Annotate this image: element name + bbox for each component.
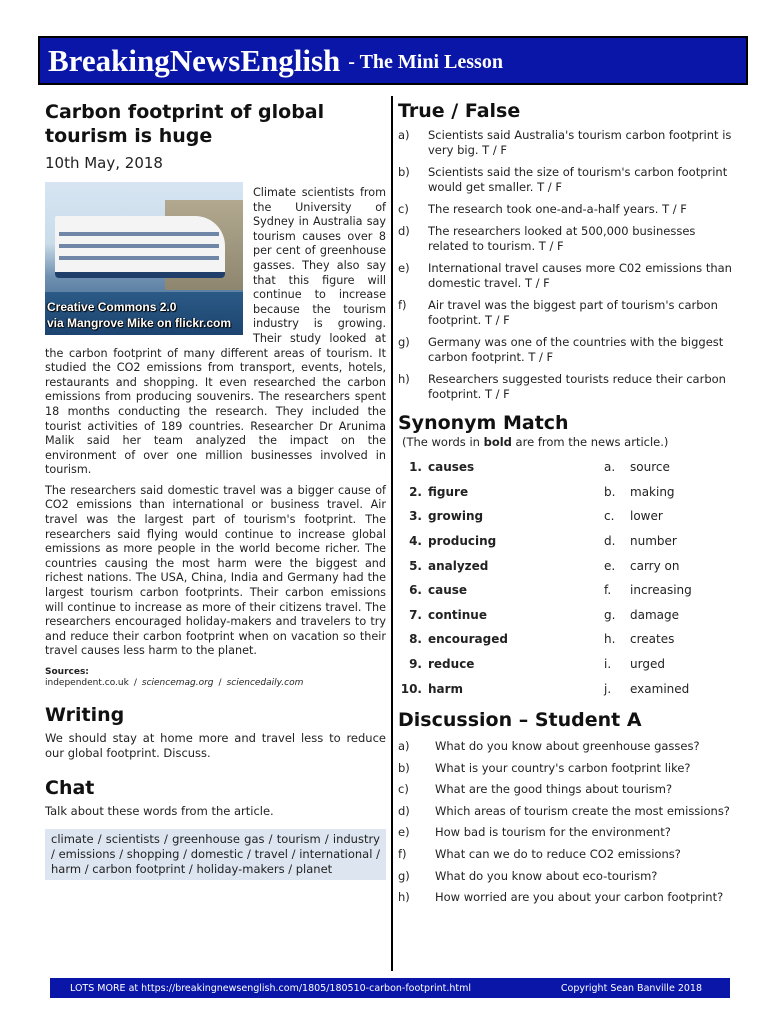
item-text: Scientists said the size of tourism's carbon footprint would get smaller. T / F	[428, 165, 728, 194]
synonym-note	[402, 435, 738, 449]
synonym-number: 1.	[409, 460, 422, 475]
item-letter: h)	[398, 890, 410, 905]
synonym-definition: increasing	[630, 583, 692, 598]
sources-label: Sources:	[45, 667, 89, 677]
photo-deck	[59, 256, 219, 260]
synonym-letter: b.	[604, 484, 616, 499]
synonym-word: cause	[428, 583, 468, 598]
synonym-number: 3.	[409, 509, 422, 524]
synonym-row	[398, 529, 738, 554]
synonym-row	[398, 553, 738, 578]
source-link[interactable]: independent.co.uk	[45, 678, 129, 688]
item-letter: b)	[398, 760, 410, 775]
discussion-item	[398, 761, 738, 776]
synonym-number: 4.	[409, 534, 422, 549]
discussion-item	[398, 890, 738, 905]
true-false-item	[398, 165, 738, 195]
photo-deck	[59, 232, 219, 236]
synonym-note-bold: bold	[483, 435, 512, 449]
discussion-item	[398, 869, 738, 884]
synonym-table	[398, 455, 738, 701]
synonym-letter: d.	[604, 534, 616, 549]
synonym-row	[398, 627, 738, 652]
synonym-note-text: are from the news article.)	[511, 435, 669, 449]
source-separator: /	[218, 678, 222, 688]
synonym-letter: g.	[604, 607, 616, 622]
article-title: Carbon footprint of global tourism is huge	[45, 101, 325, 147]
synonym-word: encouraged	[428, 632, 508, 647]
synonym-definition: source	[630, 460, 670, 475]
synonym-word: causes	[428, 460, 475, 475]
synonym-definition: lower	[630, 509, 663, 524]
synonym-row	[398, 578, 738, 603]
item-letter: c)	[398, 202, 409, 216]
synonym-definition: examined	[630, 681, 690, 696]
synonym-row	[398, 504, 738, 529]
synonym-number: 6.	[409, 583, 422, 598]
synonym-number: 8.	[409, 632, 422, 647]
item-text: Germany was one of the countries with the biggest carbon footprint. T / F	[428, 335, 724, 364]
synonym-letter: j.	[604, 681, 612, 696]
photo-credit-line-2: via Mangrove Mike on flickr.com	[47, 316, 232, 330]
synonym-number: 10.	[400, 681, 422, 696]
true-false-item	[398, 298, 738, 328]
item-text: What do you know about eco-tourism?	[435, 868, 658, 883]
synonym-row	[398, 652, 738, 677]
true-false-item	[398, 261, 738, 291]
synonym-word: analyzed	[428, 558, 489, 573]
discussion-item	[398, 804, 738, 819]
synonym-word: figure	[428, 484, 469, 499]
item-text: What do you know about greenhouse gasses?	[435, 738, 700, 753]
writing-heading: Writing	[45, 704, 125, 726]
true-false-item	[398, 202, 738, 217]
synonym-word: growing	[428, 509, 484, 524]
source-separator: /	[133, 678, 137, 688]
synonym-letter: a.	[604, 460, 616, 475]
item-text: How bad is tourism for the environment?	[435, 825, 671, 840]
footer-copyright: Copyright Sean Banville 2018	[560, 982, 702, 994]
discussion-item	[398, 847, 738, 862]
synonym-letter: h.	[604, 632, 616, 647]
item-text: Researchers suggested tourists reduce their carbon footprint. T / F	[428, 372, 726, 401]
discussion-heading: Discussion – Student A	[398, 708, 642, 731]
synonym-number: 5.	[409, 558, 422, 573]
item-text: What is your country's carbon footprint like?	[435, 760, 691, 775]
discussion-item	[398, 782, 738, 797]
writing-text: We should stay at home more and travel less to reduce our global footprint. Discuss.	[45, 731, 386, 760]
item-text: Scientists said Australia's tourism carbon footprint is very big. T / F	[428, 128, 732, 157]
discussion-item	[398, 739, 738, 754]
left-column	[45, 100, 386, 880]
source-link[interactable]: sciencedaily.com	[226, 678, 304, 688]
article-paragraph-2: The researchers said domestic travel was a bigger cause of CO2 emissions than international or business travel. Air travel was the largest part of tourism's footprint. The researchers said flying would continue to increase global emissions as more people in the world become richer. The countries causing the most harm were the biggest and richest nations. The USA, China, India and Germany had the largest tourism carbon footprints. Their carbon emissions will continue to increase as more of their citizens travel. The researchers encouraged holiday-makers and travelers to try and reduce their carbon footprint when on vacation so their travel causes less harm to the planet.	[45, 483, 386, 658]
item-letter: f)	[398, 846, 407, 861]
item-letter: g)	[398, 335, 410, 349]
item-text: The researchers looked at 500,000 businesses related to tourism. T / F	[428, 224, 696, 253]
synonym-word: reduce	[428, 657, 475, 672]
chat-intro: Talk about these words from the article.	[45, 804, 274, 818]
synonym-definition: urged	[630, 657, 665, 672]
item-text: Air travel was the biggest part of tourism's carbon footprint. T / F	[428, 298, 718, 327]
synonym-letter: c.	[604, 509, 615, 524]
synonym-number: 7.	[409, 607, 422, 622]
chat-heading: Chat	[45, 777, 95, 799]
footer-bar	[50, 978, 730, 998]
item-letter: c)	[398, 782, 409, 797]
synonym-word: harm	[428, 681, 464, 696]
column-divider	[391, 96, 393, 971]
item-letter: a)	[398, 128, 410, 142]
synonym-heading: Synonym Match	[398, 412, 569, 434]
item-text: What can we do to reduce CO2 emissions?	[435, 846, 681, 861]
synonym-row	[398, 603, 738, 628]
synonym-definition: damage	[630, 607, 680, 622]
synonym-definition: making	[630, 484, 675, 499]
item-letter: e)	[398, 261, 410, 275]
item-text: Which areas of tourism create the most emissions?	[435, 803, 730, 818]
right-column	[398, 100, 738, 912]
article-paragraph-1: Climate scientists from the University of Sydney in Australia say tourism causes over 8 per cent of greenhouse gasses. They also say that this figure will continue to increase because the tourism industry is growing. Their study looked at the carbon footprint of many different areas of tourism. It studied the CO2 emissions from transport, events, hotels, restaurants and shopping. It even researched the carbon emissions from producing souvenirs. The researchers spent 18 months conducting the research. They included the tourist activities of 189 countries. Researcher Dr Arunima Malik said her team analyzed the impact on the environment of over one million businesses involved in tourism.	[45, 186, 386, 477]
item-letter: g)	[398, 868, 410, 883]
synonym-letter: i.	[604, 657, 612, 672]
brand-title: BreakingNewsEnglish	[48, 42, 341, 78]
discussion-list	[398, 739, 738, 905]
item-letter: b)	[398, 165, 410, 179]
item-letter: d)	[398, 803, 410, 818]
item-letter: f)	[398, 298, 407, 312]
cruise-ship-photo	[45, 182, 243, 335]
synonym-letter: e.	[604, 558, 616, 573]
footer-link[interactable]: LOTS MORE at https://breakingnewsenglish.com/1805/180510-carbon-footprint.html	[70, 982, 472, 994]
synonym-definition: creates	[630, 632, 675, 647]
true-false-item	[398, 128, 738, 158]
photo-credit-line-1: Creative Commons 2.0	[47, 300, 177, 314]
header-banner	[38, 36, 748, 85]
brand-subtitle: - The Mini Lesson	[348, 51, 503, 73]
article-date: 10th May, 2018	[45, 154, 163, 172]
item-letter: d)	[398, 224, 410, 238]
item-text: The research took one-and-a-half years. T / F	[428, 202, 687, 216]
true-false-item	[398, 224, 738, 254]
chat-words-box: climate / scientists / greenhouse gas / tourism / industry / emissions / shopping / domestic / travel / international / harm / carbon footprint / holiday-makers / planet	[45, 829, 386, 880]
sources-list	[45, 678, 386, 688]
discussion-item	[398, 825, 738, 840]
synonym-definition: carry on	[630, 558, 680, 573]
synonym-row	[398, 480, 738, 505]
item-letter: a)	[398, 738, 410, 753]
synonym-letter: f.	[604, 583, 612, 598]
item-text: What are the good things about tourism?	[435, 782, 673, 797]
item-letter: h)	[398, 372, 410, 386]
synonym-word: producing	[428, 534, 497, 549]
synonym-row	[398, 676, 738, 701]
item-text: International travel causes more C02 emissions than domestic travel. T / F	[428, 261, 732, 290]
true-false-list	[398, 128, 738, 402]
item-text: How worried are you about your carbon footprint?	[435, 890, 724, 905]
synonym-definition: number	[630, 534, 677, 549]
synonym-number: 9.	[409, 657, 422, 672]
source-link[interactable]: sciencemag.org	[141, 678, 214, 688]
synonym-note-text: (The words in	[402, 435, 484, 449]
synonym-number: 2.	[409, 484, 422, 499]
synonym-row	[398, 455, 738, 480]
item-letter: e)	[398, 825, 410, 840]
true-false-heading: True / False	[398, 100, 521, 122]
synonym-word: continue	[428, 607, 487, 622]
true-false-item	[398, 372, 738, 402]
true-false-item	[398, 335, 738, 365]
photo-deck	[59, 244, 219, 248]
